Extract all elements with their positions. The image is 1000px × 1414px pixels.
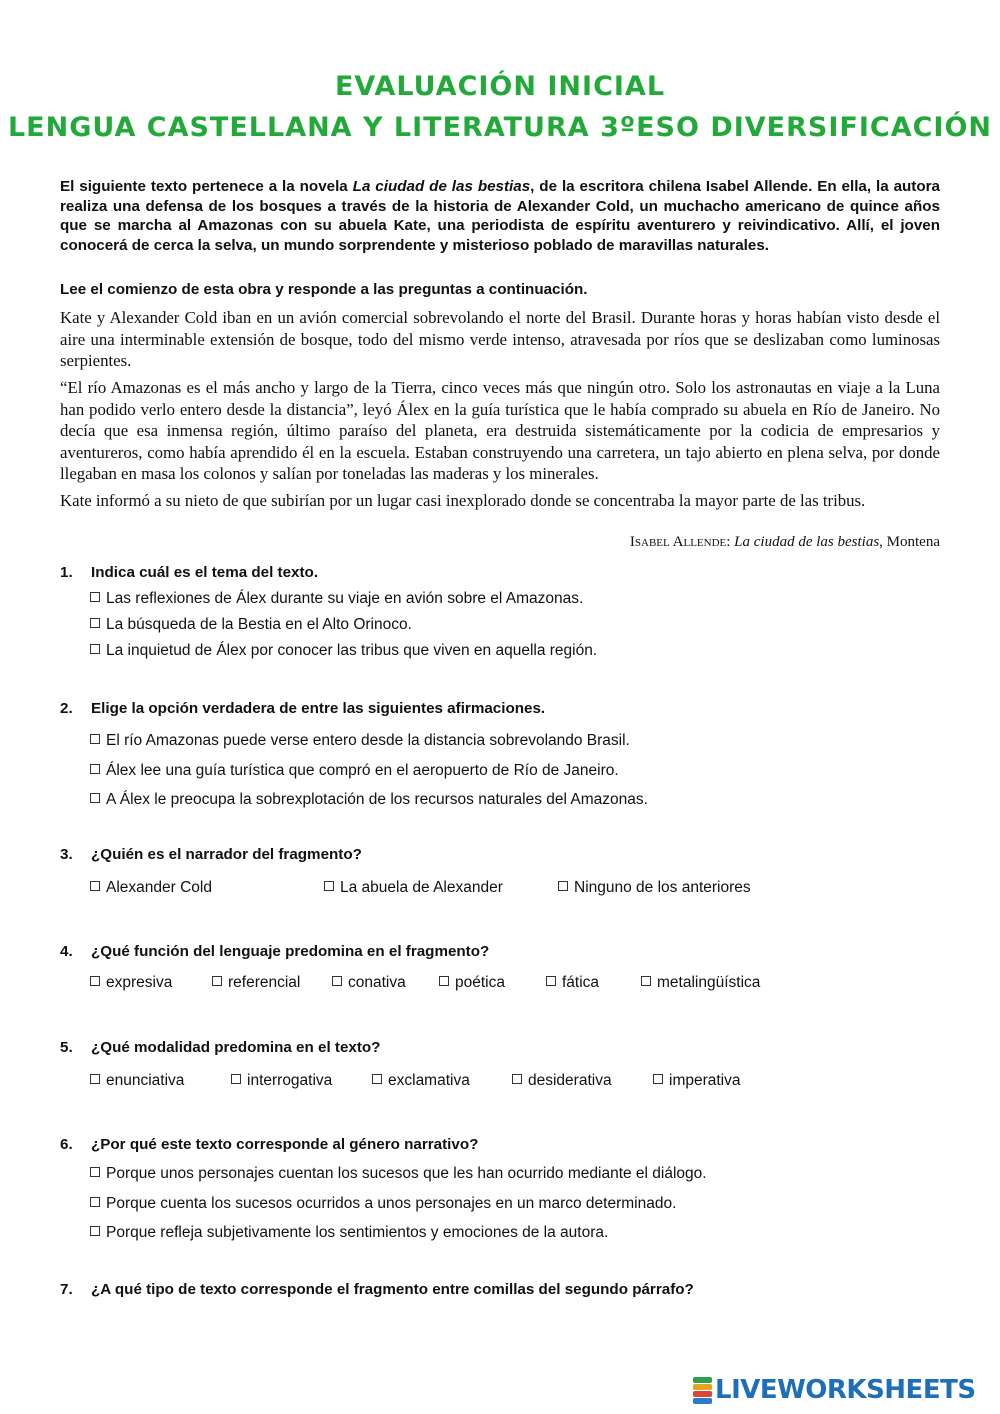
checkbox-icon (231, 1074, 241, 1084)
checkbox-icon (558, 881, 568, 891)
checkbox-icon (324, 881, 334, 891)
question-3-option-1[interactable]: Alexander Cold (90, 879, 212, 897)
title-line-2: LENGUA CASTELLANA Y LITERATURA 3ºESO DIVERSIFICACIÓN (7, 112, 993, 143)
checkbox-icon (90, 734, 100, 744)
question-6-option-2[interactable]: Porque cuenta los sucesos ocurridos a unos personajes en un marco determinado. (90, 1195, 676, 1213)
checkbox-icon (90, 618, 100, 628)
question-1-option-2[interactable]: La búsqueda de la Bestia en el Alto Orinoco. (90, 616, 412, 634)
question-5-option-5[interactable]: imperativa (653, 1072, 741, 1090)
checkbox-icon (332, 976, 342, 986)
question-2-option-2[interactable]: Álex lee una guía turística que compró en el aeropuerto de Río de Janeiro. (90, 762, 619, 780)
question-6-option-1[interactable]: Porque unos personajes cuentan los sucesos que les han ocurrido mediante el diálogo. (90, 1165, 707, 1183)
question-3-option-3[interactable]: Ninguno de los anteriores (558, 879, 751, 897)
checkbox-icon (90, 644, 100, 654)
checkbox-icon (90, 793, 100, 803)
question-5-option-3[interactable]: exclamativa (372, 1072, 470, 1090)
question-1-option-1[interactable]: Las reflexiones de Álex durante su viaje en avión sobre el Amazonas. (90, 590, 583, 608)
question-4-option-3[interactable]: conativa (332, 974, 406, 992)
question-4-option-1[interactable]: expresiva (90, 974, 172, 992)
title-line-1: EVALUACIÓN INICIAL (334, 71, 666, 102)
checkbox-icon (212, 976, 222, 986)
liveworksheets-logo[interactable] (693, 1374, 976, 1406)
intro-paragraph: El siguiente texto pertenece a la novela La ciudad de las bestias, de la escritora chilena Isabel Allende. En ella, la autora realiza una defensa de los bosques a través de la historia de Alexander Cold, un muchacho americano de quince años que se marcha al Amazonas con su abuela Kate, una periodista de espíritu aventurero y reivindicativo. Allí, el joven conocerá de cerca la selva, un mundo sorprendente y misterioso poblado de maravillas naturales. (60, 178, 940, 254)
checkbox-icon (90, 1197, 100, 1207)
liveworksheets-logo-text: LIVEWORKSHEETS (715, 1375, 976, 1405)
checkbox-icon (90, 1074, 100, 1084)
question-3: 3. ¿Quién es el narrador del fragmento? (60, 846, 362, 863)
checkbox-icon (90, 1226, 100, 1236)
checkbox-icon (90, 1167, 100, 1177)
checkbox-icon (546, 976, 556, 986)
passage-paragraph-3: Kate informó a su nieto de que subirían por un lugar casi inexplorado donde se concentraba la mayor parte de las tribus. (60, 491, 866, 510)
checkbox-icon (90, 976, 100, 986)
checkbox-icon (439, 976, 449, 986)
question-5: 5. ¿Qué modalidad predomina en el texto? (60, 1039, 381, 1056)
question-5-option-2[interactable]: interrogativa (231, 1072, 332, 1090)
question-2-option-3[interactable]: A Álex le preocupa la sobrexplotación de los recursos naturales del Amazonas. (90, 791, 648, 809)
citation: Isabel Allende: La ciudad de las bestias, Montena (629, 534, 940, 550)
checkbox-icon (90, 764, 100, 774)
checkbox-icon (641, 976, 651, 986)
checkbox-icon (90, 881, 100, 891)
passage-paragraph-2: “El río Amazonas es el más ancho y largo de la Tierra, cinco veces más que ningún otro. Solo los astronautas en viaje a la Luna han podido verlo entero desde la distancia”, leyó Álex en la guía turística que le había comprado su abuela en Río de Janeiro. No decía que esa inmensa región, último paraíso del planeta, era destruida sistemáticamente por la codicia de empresarios y aventureros, como había aprendido él en la escuela. Estaban construyendo una carretera, un tajo abierto en plena selva, por donde llegaban en masa los colonos y salían por toneladas las maderas y los minerales. (60, 378, 940, 483)
question-4: 4. ¿Qué función del lenguaje predomina en el fragmento? (60, 943, 490, 960)
question-2-option-1[interactable]: El río Amazonas puede verse entero desde la distancia sobrevolando Brasil. (90, 732, 630, 750)
question-4-option-2[interactable]: referencial (212, 974, 300, 992)
question-4-option-5[interactable]: fática (546, 974, 599, 992)
question-5-option-4[interactable]: desiderativa (512, 1072, 612, 1090)
question-4-option-6[interactable]: metalingüística (641, 974, 760, 992)
checkbox-icon (512, 1074, 522, 1084)
passage-paragraph-1: Kate y Alexander Cold iban en un avión comercial sobrevolando el norte del Brasil. Durante horas y horas habían visto desde el aire una interminable extensión de bosque, todo del mismo verde intenso, atravesada por ríos que se deslizaban como luminosas serpientes. (60, 308, 940, 370)
question-1-option-3[interactable]: La inquietud de Álex por conocer las tribus que viven en aquella región. (90, 642, 597, 660)
checkbox-icon (653, 1074, 663, 1084)
question-5-option-1[interactable]: enunciativa (90, 1072, 184, 1090)
book-title: La ciudad de las bestias (352, 178, 531, 195)
instruction: Lee el comienzo de esta obra y responde a las preguntas a continuación. (60, 281, 588, 298)
question-1: 1. Indica cuál es el tema del texto. (60, 564, 319, 581)
checkbox-icon (90, 592, 100, 602)
question-2: 2. Elige la opción verdadera de entre las siguientes afirmaciones. (60, 700, 546, 717)
question-6-option-3[interactable]: Porque refleja subjetivamente los sentimientos y emociones de la autora. (90, 1224, 608, 1242)
liveworksheets-logo-icon (693, 1377, 712, 1404)
question-6: 6. ¿Por qué este texto corresponde al género narrativo? (60, 1136, 479, 1153)
checkbox-icon (372, 1074, 382, 1084)
question-4-option-4[interactable]: poética (439, 974, 505, 992)
question-7: 7. ¿A qué tipo de texto corresponde el fragmento entre comillas del segundo párrafo? (60, 1281, 694, 1298)
question-3-option-2[interactable]: La abuela de Alexander (324, 879, 503, 897)
